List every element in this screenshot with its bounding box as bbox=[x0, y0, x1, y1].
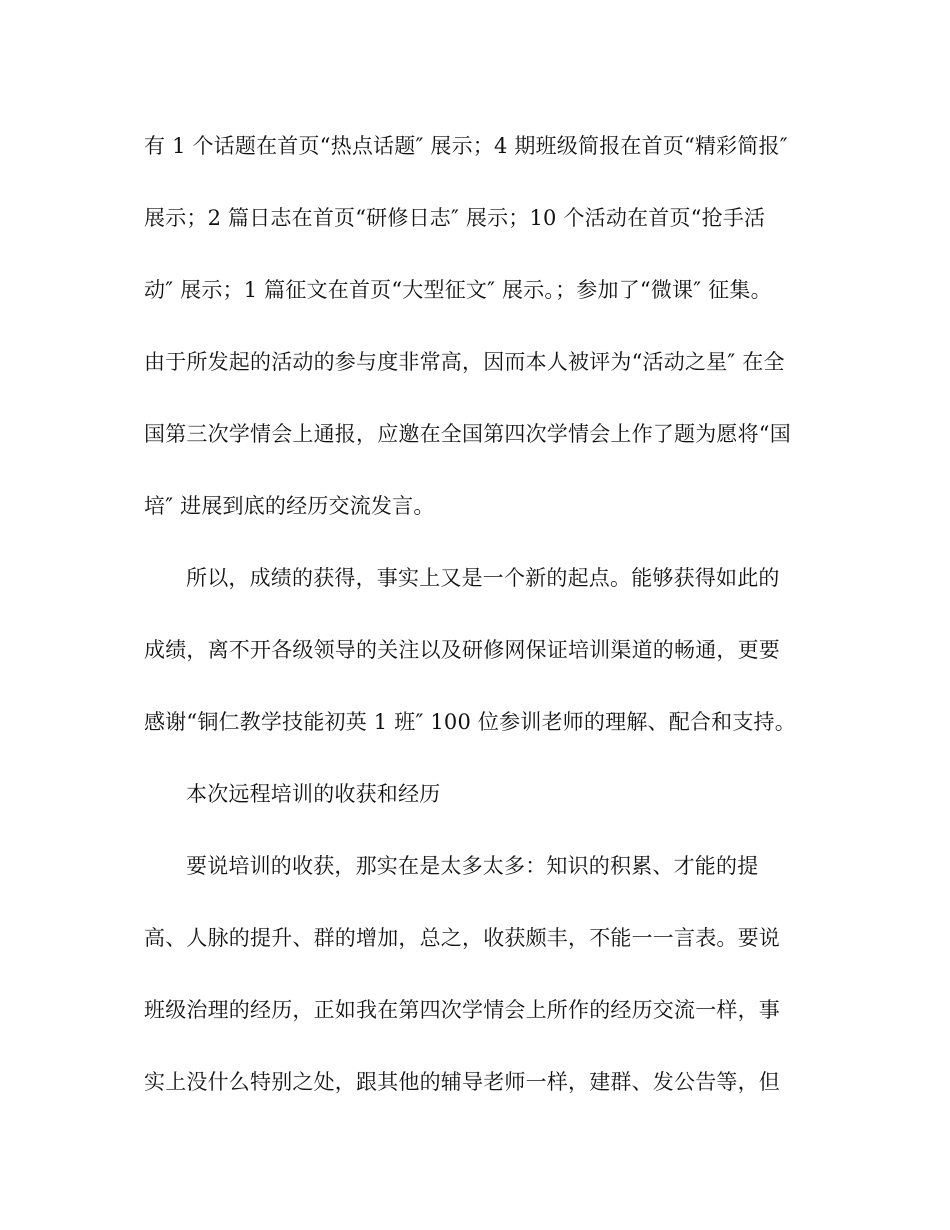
text-line: 班级治理的经历，正如我在第四次学情会上所作的经历交流一样，事 bbox=[144, 998, 780, 1022]
text-line: 国第三次学情会上通报，应邀在全国第四次学情会上作了题为愿将“国 bbox=[144, 422, 791, 446]
text-line: 高、人脉的提升、群的增加，总之，收获颇丰，不能一一言表。要说 bbox=[144, 926, 780, 950]
text-line: 感谢“铜仁教学技能初英 1 班″ 100 位参训老师的理解、配合和支持。 bbox=[144, 710, 796, 734]
paragraph-first-line: 所以，成绩的获得，事实上又是一个新的起点。能够获得如此的 bbox=[186, 566, 780, 590]
text-line: 实上没什么特别之处，跟其他的辅导老师一样，建群、发公告等，但 bbox=[144, 1070, 780, 1094]
text-line: 培″ 进展到底的经历交流发言。 bbox=[144, 494, 435, 518]
text-line: 展示；2 篇日志在首页“研修日志″ 展示；10 个活动在首页“抢手活 bbox=[144, 206, 766, 230]
text-line: 动″ 展示；1 篇征文在首页“大型征文″ 展示。；参加了“微课″ 征集。 bbox=[144, 278, 772, 302]
text-line: 由于所发起的活动的参与度非常高，因而本人被评为“活动之星″ 在全 bbox=[144, 350, 785, 374]
text-line: 有 1 个话题在首页“热点话题″ 展示；4 期班级简报在首页“精彩简报″ bbox=[144, 134, 788, 158]
section-heading: 本次远程培训的收获和经历 bbox=[186, 782, 441, 806]
paragraph-first-line: 要说培训的收获，那实在是太多太多：知识的积累、才能的提 bbox=[186, 854, 759, 878]
text-line: 成绩，离不开各级领导的关注以及研修网保证培训渠道的畅通，更要 bbox=[144, 638, 780, 662]
